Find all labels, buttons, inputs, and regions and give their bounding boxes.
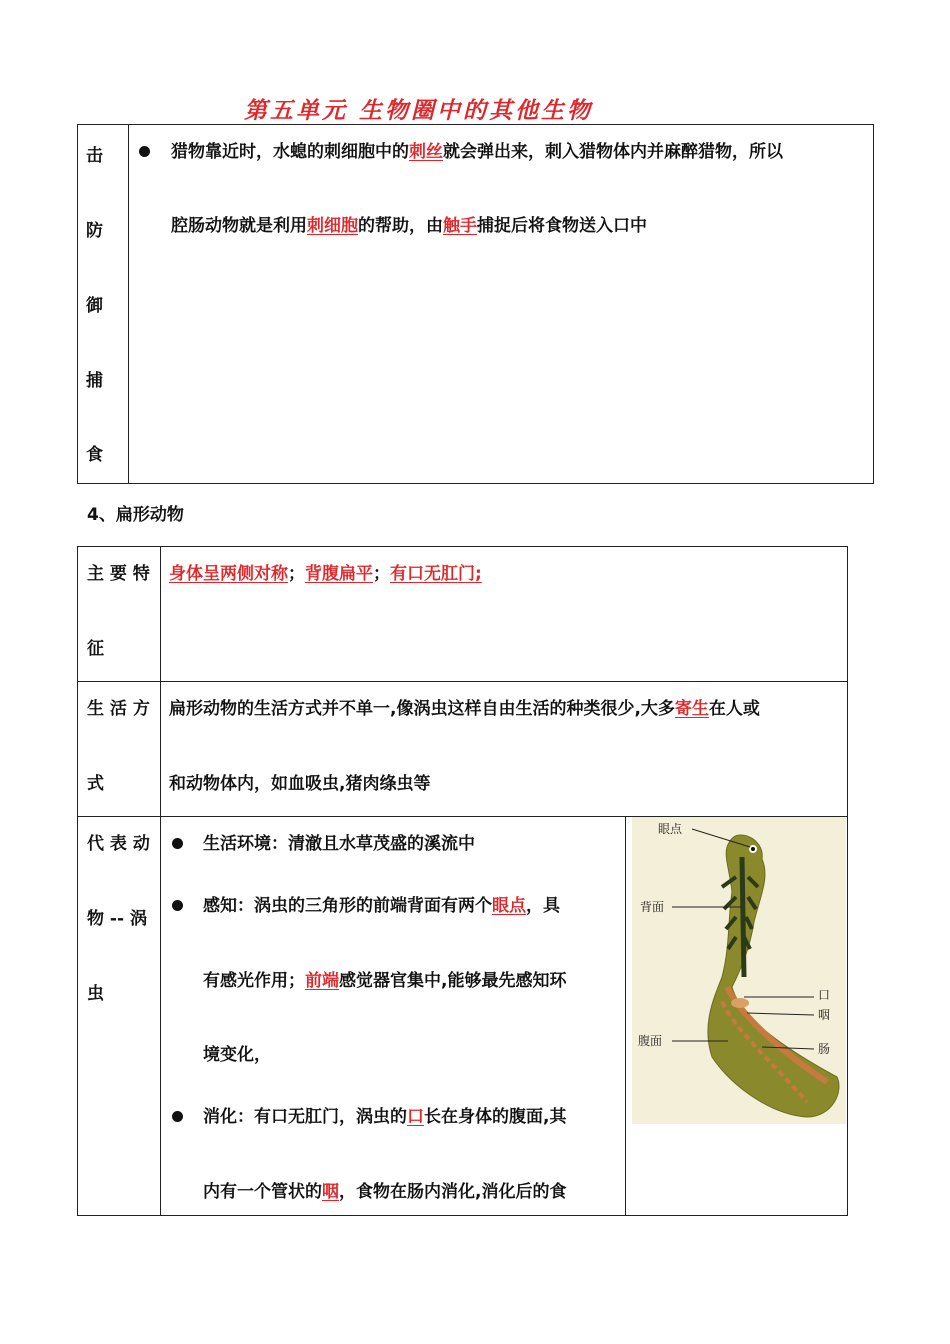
- key-term: 背腹扁平: [305, 564, 373, 584]
- mouth-shape: [731, 998, 749, 1008]
- section-heading: 4、扁形动物: [87, 505, 184, 525]
- predation-text-line-2: 腔肠动物就是利用刺细胞的帮助，由触手捕捉后将食物送入口中: [171, 216, 647, 236]
- row-label-char: 捕: [86, 371, 103, 391]
- perception-text-line-2: 有感光作用；前端感觉器官集中,能够最先感知环: [203, 971, 567, 991]
- predation-table: [77, 124, 874, 484]
- row-label: 式: [87, 774, 104, 794]
- key-term: 刺细胞: [307, 216, 358, 236]
- fig-label-mouth: 口: [818, 988, 831, 1002]
- fig-label-intestine: 肠: [818, 1042, 831, 1056]
- key-term: 寄生: [674, 699, 709, 719]
- fig-label-dorsal: 背面: [640, 900, 665, 914]
- bullet: [172, 900, 183, 911]
- key-term: 刺丝: [409, 142, 443, 162]
- row-label: 征: [87, 639, 104, 659]
- key-term: 有口无肛门;: [390, 564, 482, 584]
- row-divider: [77, 681, 848, 682]
- planarian-illustration: [632, 817, 846, 1124]
- perception-text-line-1: 感知：涡虫的三角形的前端背面有两个眼点，具: [203, 896, 560, 916]
- lifestyle-text-line-2: 和动物体内，如血吸虫,猪肉绦虫等: [169, 774, 431, 794]
- key-term: 触手: [443, 216, 477, 236]
- fig-label-ventral: 腹面: [638, 1034, 663, 1048]
- lifestyle-text-line-1: 扁形动物的生活方式并不单一,像涡虫这样自由生活的种类很少,大多寄生在人或: [169, 699, 760, 719]
- row-label-char: 御: [86, 296, 103, 316]
- bullet: [172, 1111, 183, 1122]
- cell-divider: [625, 816, 626, 1216]
- bullet: [139, 146, 150, 157]
- row-label-char: 食: [86, 445, 103, 465]
- predation-text-line-1: 猎物靠近时，水螅的刺细胞中的刺丝就会弹出来，刺入猎物体内并麻醉猎物，所以: [171, 142, 783, 162]
- fig-label-eyespot: 眼点: [658, 822, 683, 836]
- row-label-char: 防: [86, 221, 103, 241]
- planarian-diagram: [632, 817, 846, 1124]
- row-label: 生 活 方: [87, 699, 150, 719]
- key-term: 身体呈两侧对称: [169, 564, 288, 584]
- digestion-text-line-2: 内有一个管状的咽，食物在肠内消化,消化后的食: [203, 1182, 567, 1202]
- row-label: 代 表 动: [87, 834, 150, 854]
- row-label: 虫: [87, 984, 104, 1004]
- fig-label-pharynx: 咽: [818, 1008, 831, 1022]
- row-label: 主 要 特: [87, 564, 150, 584]
- key-term: 眼点: [492, 896, 526, 916]
- row-label-char: 击: [86, 146, 103, 166]
- key-term: 前端: [305, 971, 339, 991]
- main-features-text: 身体呈两侧对称；背腹扁平；有口无肛门;: [169, 564, 482, 584]
- page-title: 第五单元 生物圈中的其他生物: [244, 97, 594, 124]
- row-label: 物 -- 涡: [87, 909, 147, 929]
- perception-text-line-3: 境变化，: [203, 1045, 271, 1065]
- key-term: 咽: [322, 1182, 339, 1202]
- bullet: [172, 838, 183, 849]
- digestion-text-line-1: 消化：有口无肛门，涡虫的口长在身体的腹面,其: [203, 1107, 567, 1127]
- table-divider: [128, 124, 129, 484]
- habitat-text: 生活环境：清澈且水草茂盛的溪流中: [203, 834, 475, 854]
- table-divider: [160, 546, 161, 1216]
- key-term: 口: [407, 1107, 424, 1127]
